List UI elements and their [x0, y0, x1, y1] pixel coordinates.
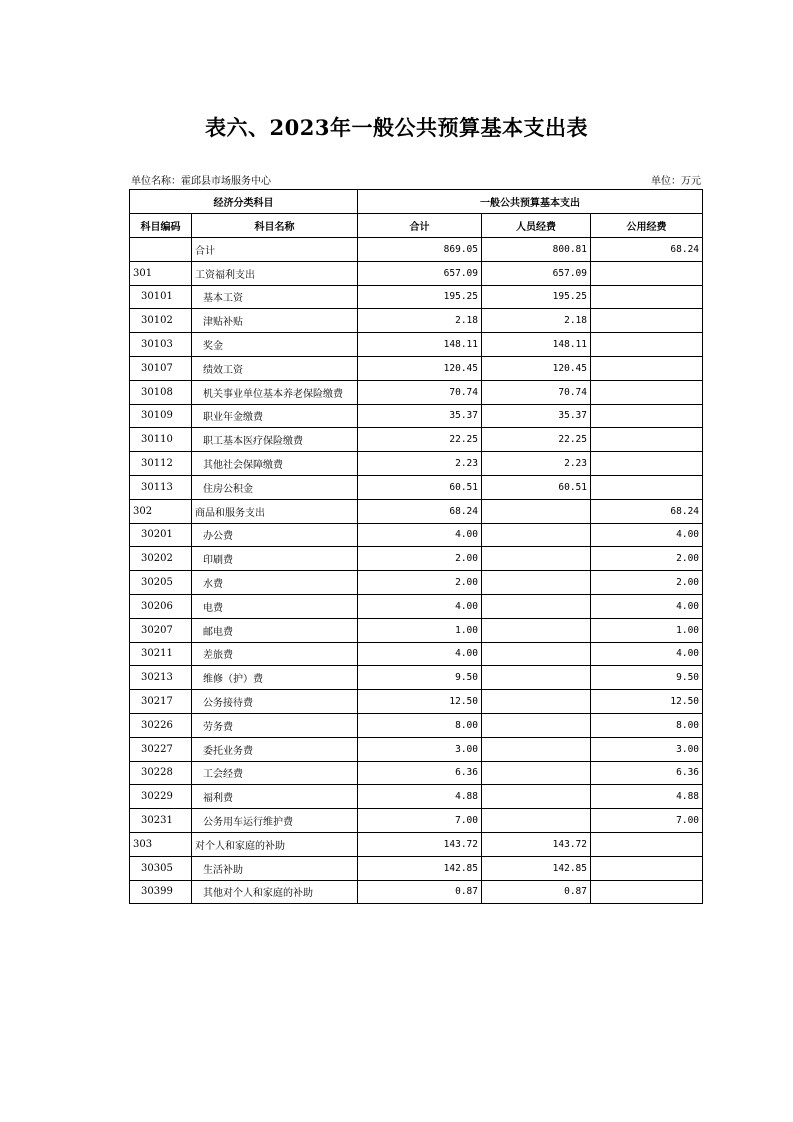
row-name: 商品和服务支出	[192, 499, 358, 523]
table-row	[130, 238, 703, 262]
row-name: 公务接待费	[192, 690, 358, 714]
row-public	[591, 356, 703, 380]
row-code: 30206	[130, 594, 192, 618]
row-public: 2.00	[591, 571, 703, 595]
row-total: 1.00	[358, 618, 482, 642]
row-code: 30211	[130, 642, 192, 666]
header-basic-expenditure: 一般公共预算基本支出	[358, 190, 703, 214]
row-code: 30109	[130, 404, 192, 428]
row-code: 30107	[130, 356, 192, 380]
row-total: 8.00	[358, 713, 482, 737]
row-name: 福利费	[192, 785, 358, 809]
table-row	[130, 404, 703, 428]
row-personnel	[482, 761, 591, 785]
table-row	[130, 666, 703, 690]
table-row	[130, 690, 703, 714]
row-name: 工资福利支出	[192, 261, 358, 285]
row-public	[591, 285, 703, 309]
row-total: 12.50	[358, 690, 482, 714]
row-total: 9.50	[358, 666, 482, 690]
row-personnel: 70.74	[482, 380, 591, 404]
row-code: 30202	[130, 547, 192, 571]
row-total: 2.23	[358, 452, 482, 476]
row-personnel: 120.45	[482, 356, 591, 380]
header-row-columns	[130, 214, 703, 238]
row-total: 142.85	[358, 856, 482, 880]
row-public: 4.88	[591, 785, 703, 809]
row-total: 22.25	[358, 428, 482, 452]
page-title: 表六、2023年一般公共预算基本支出表	[205, 115, 588, 140]
row-total: 2.00	[358, 571, 482, 595]
row-total: 120.45	[358, 356, 482, 380]
table-row	[130, 642, 703, 666]
row-name: 水费	[192, 571, 358, 595]
row-personnel: 148.11	[482, 333, 591, 357]
row-total: 2.00	[358, 547, 482, 571]
row-code: 30205	[130, 571, 192, 595]
row-personnel: 2.18	[482, 309, 591, 333]
row-code: 30103	[130, 333, 192, 357]
row-code	[130, 238, 192, 262]
row-public: 7.00	[591, 809, 703, 833]
table-row	[130, 547, 703, 571]
row-name: 住房公积金	[192, 475, 358, 499]
header-row-group	[130, 190, 703, 214]
row-code: 301	[130, 261, 192, 285]
header-personnel: 人员经费	[482, 214, 591, 238]
row-name: 工会经费	[192, 761, 358, 785]
row-name: 劳务费	[192, 713, 358, 737]
row-name: 差旅费	[192, 642, 358, 666]
row-public: 1.00	[591, 618, 703, 642]
row-code: 30217	[130, 690, 192, 714]
row-total: 2.18	[358, 309, 482, 333]
row-code: 30227	[130, 737, 192, 761]
row-code: 30101	[130, 285, 192, 309]
unit-label: 单位：万元	[651, 176, 701, 187]
header-total: 合计	[358, 214, 482, 238]
row-code: 30102	[130, 309, 192, 333]
row-code: 30110	[130, 428, 192, 452]
table-row	[130, 523, 703, 547]
header-public: 公用经费	[591, 214, 703, 238]
row-public: 12.50	[591, 690, 703, 714]
row-code: 30399	[130, 880, 192, 904]
table-row	[130, 380, 703, 404]
row-total: 60.51	[358, 475, 482, 499]
row-total: 4.00	[358, 642, 482, 666]
row-code: 30112	[130, 452, 192, 476]
row-total: 4.88	[358, 785, 482, 809]
row-code: 30226	[130, 713, 192, 737]
row-public: 68.24	[591, 238, 703, 262]
table-row	[130, 309, 703, 333]
row-name: 合计	[192, 238, 358, 262]
row-personnel	[482, 690, 591, 714]
row-public: 2.00	[591, 547, 703, 571]
row-personnel	[482, 809, 591, 833]
table-row	[130, 737, 703, 761]
row-name: 委托业务费	[192, 737, 358, 761]
table-row	[130, 785, 703, 809]
row-total: 143.72	[358, 832, 482, 856]
row-total: 4.00	[358, 523, 482, 547]
row-total: 68.24	[358, 499, 482, 523]
row-code: 30231	[130, 809, 192, 833]
row-total: 6.36	[358, 761, 482, 785]
row-personnel: 143.72	[482, 832, 591, 856]
row-total: 148.11	[358, 333, 482, 357]
row-public: 4.00	[591, 523, 703, 547]
row-name: 对个人和家庭的补助	[192, 832, 358, 856]
row-name: 职工基本医疗保险缴费	[192, 428, 358, 452]
table-meta	[131, 172, 701, 186]
row-public	[591, 404, 703, 428]
table-row	[130, 832, 703, 856]
row-personnel: 657.09	[482, 261, 591, 285]
table-row	[130, 809, 703, 833]
table-row	[130, 856, 703, 880]
row-personnel	[482, 499, 591, 523]
table-row	[130, 475, 703, 499]
row-code: 30229	[130, 785, 192, 809]
row-code: 30207	[130, 618, 192, 642]
table-row	[130, 356, 703, 380]
row-total: 195.25	[358, 285, 482, 309]
header-economic-classification: 经济分类科目	[130, 190, 358, 214]
row-personnel: 35.37	[482, 404, 591, 428]
row-code: 30113	[130, 475, 192, 499]
row-name: 办公费	[192, 523, 358, 547]
row-public: 9.50	[591, 666, 703, 690]
row-total: 70.74	[358, 380, 482, 404]
row-public	[591, 380, 703, 404]
row-total: 7.00	[358, 809, 482, 833]
row-name: 绩效工资	[192, 356, 358, 380]
row-name: 其他对个人和家庭的补助	[192, 880, 358, 904]
header-name: 科目名称	[192, 214, 358, 238]
table-body	[130, 238, 703, 904]
row-name: 机关事业单位基本养老保险缴费	[192, 380, 358, 404]
row-code: 30213	[130, 666, 192, 690]
row-name: 公务用车运行维护费	[192, 809, 358, 833]
row-public	[591, 309, 703, 333]
row-total: 35.37	[358, 404, 482, 428]
row-name: 邮电费	[192, 618, 358, 642]
table-row	[130, 452, 703, 476]
row-name: 基本工资	[192, 285, 358, 309]
row-personnel: 2.23	[482, 452, 591, 476]
row-name: 其他社会保障缴费	[192, 452, 358, 476]
row-name: 电费	[192, 594, 358, 618]
budget-table	[129, 189, 703, 904]
row-public	[591, 475, 703, 499]
row-personnel	[482, 713, 591, 737]
table-row	[130, 880, 703, 904]
row-code: 30201	[130, 523, 192, 547]
row-total: 3.00	[358, 737, 482, 761]
row-total: 869.05	[358, 238, 482, 262]
table-row	[130, 618, 703, 642]
table-row	[130, 285, 703, 309]
row-personnel: 22.25	[482, 428, 591, 452]
row-code: 302	[130, 499, 192, 523]
row-name: 维修（护）费	[192, 666, 358, 690]
row-personnel	[482, 571, 591, 595]
row-personnel	[482, 737, 591, 761]
unit-name-label: 单位名称：霍邱县市场服务中心	[131, 176, 271, 187]
row-personnel	[482, 642, 591, 666]
table-row	[130, 594, 703, 618]
row-public: 8.00	[591, 713, 703, 737]
row-name: 津贴补贴	[192, 309, 358, 333]
row-personnel: 800.81	[482, 238, 591, 262]
row-code: 303	[130, 832, 192, 856]
row-personnel	[482, 618, 591, 642]
table-row	[130, 261, 703, 285]
row-code: 30108	[130, 380, 192, 404]
row-public	[591, 856, 703, 880]
row-public	[591, 452, 703, 476]
row-public	[591, 333, 703, 357]
row-public	[591, 261, 703, 285]
row-public: 3.00	[591, 737, 703, 761]
row-public: 68.24	[591, 499, 703, 523]
row-name: 职业年金缴费	[192, 404, 358, 428]
row-total: 657.09	[358, 261, 482, 285]
row-public	[591, 832, 703, 856]
row-public	[591, 880, 703, 904]
row-personnel	[482, 785, 591, 809]
row-personnel: 195.25	[482, 285, 591, 309]
row-public: 6.36	[591, 761, 703, 785]
row-personnel	[482, 594, 591, 618]
table-row	[130, 761, 703, 785]
row-personnel: 0.87	[482, 880, 591, 904]
row-personnel: 142.85	[482, 856, 591, 880]
table-row	[130, 428, 703, 452]
header-code: 科目编码	[130, 214, 192, 238]
row-code: 30228	[130, 761, 192, 785]
table-row	[130, 713, 703, 737]
row-name: 生活补助	[192, 856, 358, 880]
row-total: 4.00	[358, 594, 482, 618]
table-row	[130, 499, 703, 523]
row-personnel	[482, 666, 591, 690]
row-public: 4.00	[591, 642, 703, 666]
row-name: 奖金	[192, 333, 358, 357]
row-name: 印刷费	[192, 547, 358, 571]
row-public	[591, 428, 703, 452]
row-personnel	[482, 547, 591, 571]
row-code: 30305	[130, 856, 192, 880]
row-public: 4.00	[591, 594, 703, 618]
row-total: 0.87	[358, 880, 482, 904]
row-personnel	[482, 523, 591, 547]
table-row	[130, 571, 703, 595]
table-row	[130, 333, 703, 357]
row-personnel: 60.51	[482, 475, 591, 499]
